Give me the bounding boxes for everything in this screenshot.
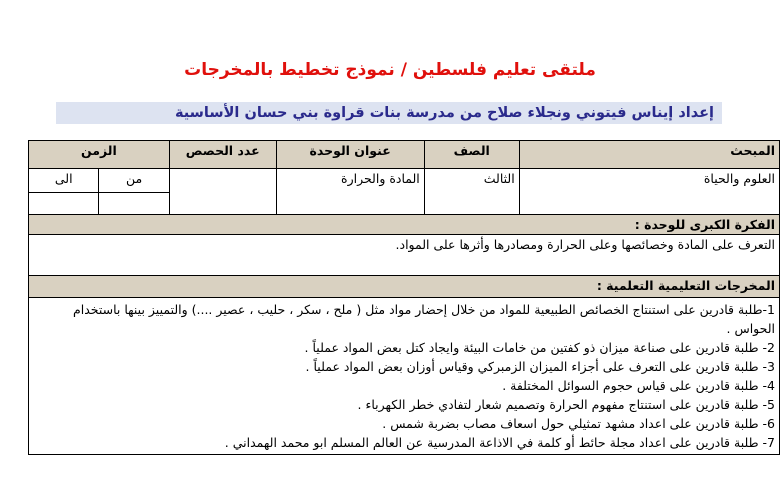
outcome-item: 1-طلبة قادرين على استنتاج الخصائص الطبيعية للمواد من خلال إحضار مواد مثل ( ملح ، سكر ، حليب ، عصير ....) والتمييز بينها باستخدام الحواس .: [72, 302, 775, 336]
subject-value: العلوم والحياة: [519, 169, 779, 215]
outcome-item: 4- طلبة قادرين على قياس حجوم السوائل المختلفة .: [502, 378, 775, 393]
outcome-item: 7- طلبة قادرين على اعداد مجلة حائط أو كلمة في الاذاعة المدرسية عن العالم المسلم ابو محمد الهمداني .: [224, 435, 775, 450]
time-to-value: [29, 193, 99, 215]
big-idea-label: الفكرة الكبرى للوحدة :: [29, 215, 780, 235]
outcome-item: 5- طلبة قادرين على استنتاج مفهوم الحرارة وتصميم شعار لتفادي خطر الكهرباء .: [357, 397, 775, 412]
unit-title-value: المادة والحرارة: [276, 169, 424, 215]
outcomes-list: [29, 298, 780, 455]
prepared-by-line: إعداد إيناس فيتوني ونجلاء صلاح من مدرسة بنات قراوة بني حسان الأساسية: [56, 102, 722, 124]
header-time: الزمن: [29, 141, 170, 169]
header-subject: المبحث: [519, 141, 779, 169]
outcome-item: 6- طلبة قادرين على اعداد مشهد تمثيلي حول اسعاف مصاب بضربة شمس .: [382, 416, 775, 431]
lessons-count-value: [169, 169, 276, 215]
header-grade: الصف: [424, 141, 519, 169]
planning-table: [28, 140, 780, 455]
outcome-item: 3- طلبة قادرين على التعرف على أجزاء الميزان الزمبركي وقياس أوزان بعض المواد عملياً .: [305, 359, 775, 374]
outcomes-label: المخرجات التعليمية التعلمية :: [29, 276, 780, 298]
header-lessons-count: عدد الحصص: [169, 141, 276, 169]
big-idea-text: التعرف على المادة وخصائصها وعلى الحرارة ومصادرها وأثرها على المواد.: [29, 235, 780, 276]
grade-value: الثالث: [424, 169, 519, 215]
time-to-label: الى: [29, 169, 99, 193]
document-title: ملتقى تعليم فلسطين / نموذج تخطيط بالمخرجات: [184, 60, 596, 80]
time-from-value: [99, 193, 169, 215]
header-unit-title: عنوان الوحدة: [276, 141, 424, 169]
time-from-label: من: [99, 169, 169, 193]
outcome-item: 2- طلبة قادرين على صناعة ميزان ذو كفتين من خامات البيئة وايجاد كتل بعض المواد عملياً .: [304, 340, 775, 355]
